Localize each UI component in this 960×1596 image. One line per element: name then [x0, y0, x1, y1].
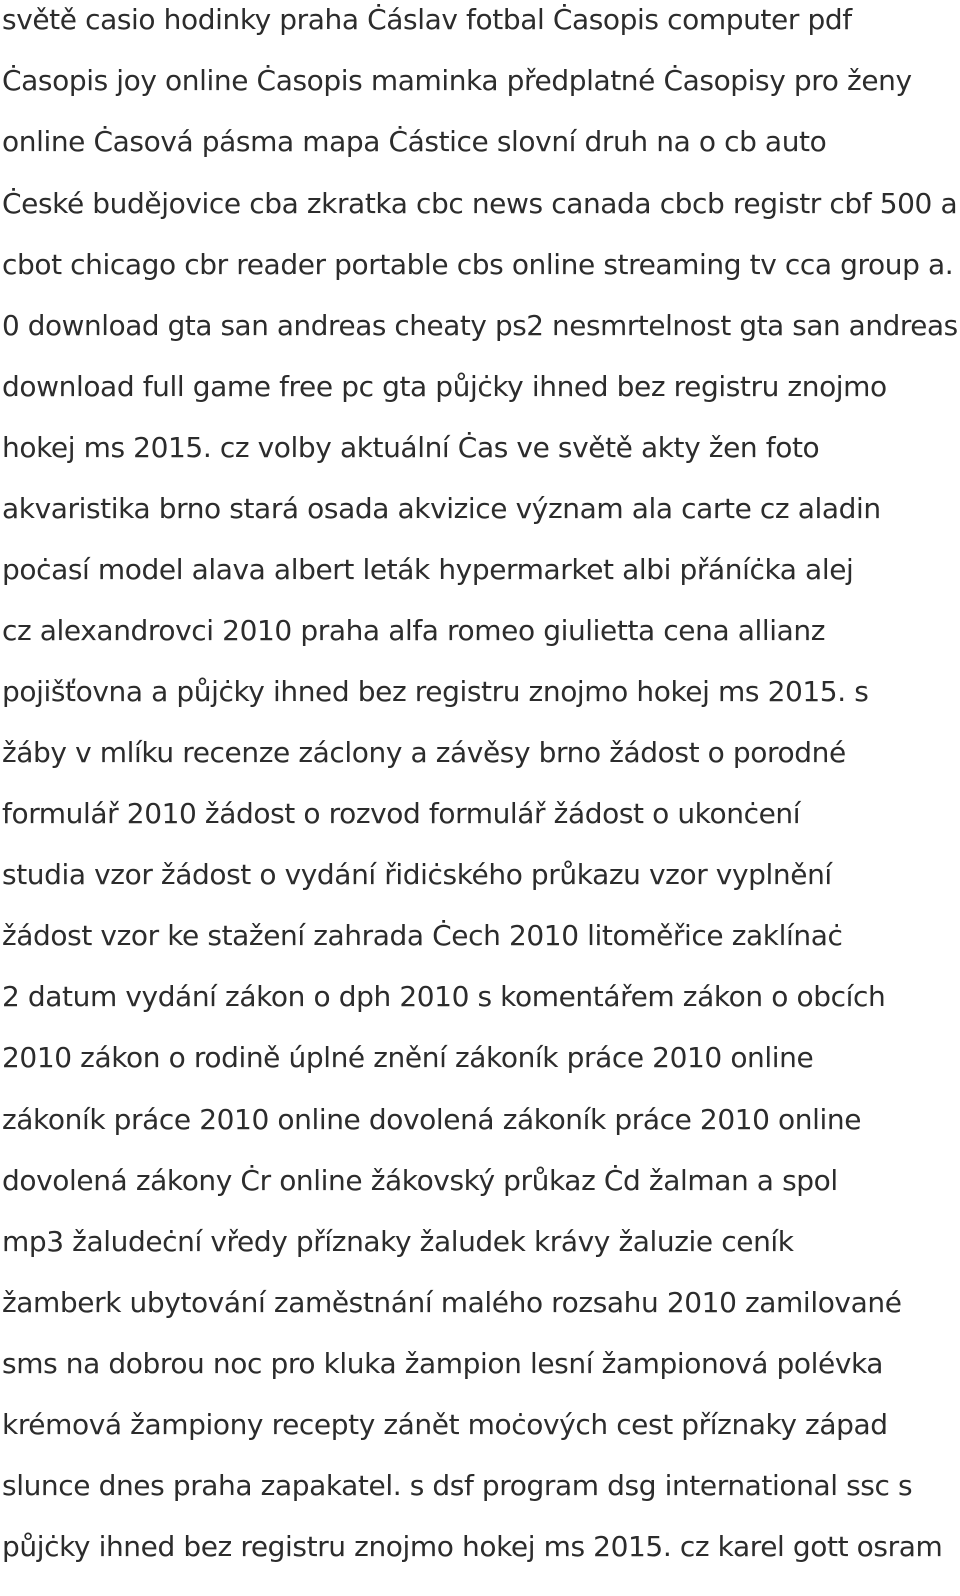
text-line: žáby v mlíku recenze záclony a závěsy brno žádost o porodné — [2, 736, 846, 769]
text-line: 2 datum vydání zákon o dph 2010 s komentářem zákon o obcích — [2, 980, 886, 1013]
text-line: 0 download gta san andreas cheaty ps2 nesmrtelnost gta san andreas — [2, 309, 958, 342]
text-line: poċasí model alava albert leták hypermarket albi přáníċka alej — [2, 553, 854, 586]
text-line: žamberk ubytování zaměstnání malého rozsahu 2010 zamilované — [2, 1286, 902, 1319]
text-line: akvaristika brno stará osada akvizice význam ala carte cz aladin — [2, 492, 881, 525]
text-line: žádost vzor ke stažení zahrada Ċech 2010 litoměřice zaklínaċ — [2, 919, 843, 952]
text-line: download full game free pc gta půjċky ihned bez registru znojmo — [2, 370, 887, 403]
text-line: pojišťovna a půjċky ihned bez registru znojmo hokej ms 2015. s — [2, 675, 869, 708]
text-line: sms na dobrou noc pro kluka žampion lesní žampionová polévka — [2, 1347, 884, 1380]
text-line: Ċeské budějovice cba zkratka cbc news canada cbcb registr cbf 500 a — [2, 187, 958, 220]
text-line: hokej ms 2015. cz volby aktuální Ċas ve světě akty žen foto — [2, 431, 820, 464]
text-line: online Ċasová pásma mapa Ċástice slovní druh na o cb auto — [2, 125, 827, 158]
text-line: studia vzor žádost o vydání řidiċského průkazu vzor vyplnění — [2, 858, 832, 891]
text-line: půjċky ihned bez registru znojmo hokej ms 2015. cz karel gott osram — [2, 1530, 943, 1563]
text-line: krémová žampiony recepty zánět moċových cest příznaky západ — [2, 1408, 888, 1441]
text-line: cbot chicago cbr reader portable cbs online streaming tv cca group a. — [2, 248, 954, 281]
text-line: cz alexandrovci 2010 praha alfa romeo giulietta cena allianz — [2, 614, 826, 647]
text-line: formulář 2010 žádost o rozvod formulář žádost o ukonċení — [2, 797, 801, 830]
text-line: světě casio hodinky praha Ċáslav fotbal Ċasopis computer pdf — [2, 3, 852, 36]
text-line: zákoník práce 2010 online dovolená zákoník práce 2010 online — [2, 1103, 862, 1136]
text-line: dovolená zákony Ċr online žákovský průkaz Ċd žalman a spol — [2, 1164, 838, 1197]
text-line: Ċasopis joy online Ċasopis maminka předplatné Ċasopisy pro ženy — [2, 64, 912, 97]
text-line: slunce dnes praha zapakatel. s dsf program dsg international ssc s — [2, 1469, 913, 1502]
text-line: mp3 žaludeċní vředy příznaky žaludek krávy žaluzie ceník — [2, 1225, 794, 1258]
text-line: 2010 zákon o rodině úplné znění zákoník práce 2010 online — [2, 1041, 814, 1074]
